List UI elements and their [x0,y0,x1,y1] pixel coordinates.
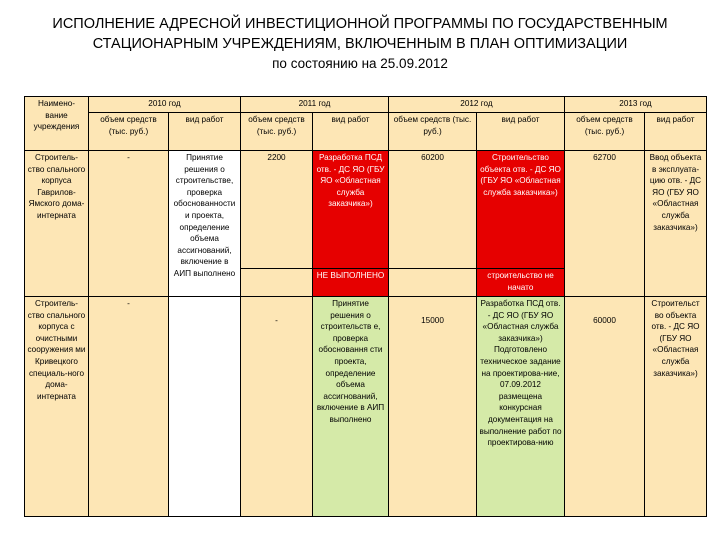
header-name: Наимено-вание учреждения [25,97,89,151]
row1-2012-volume: 60200 [389,151,477,269]
header-2013-volume: объем средств (тыс. руб.) [565,113,645,151]
row2-2010-work [169,297,241,517]
row2-2013-volume: 60000 [565,297,645,517]
table-row-2 [25,297,707,517]
row1-2013-work: Ввод объекта в эксплуата-цию отв. - ДС ЯО (ГБУ ЯО «Областная служба заказчика») [645,151,707,297]
header-year-2010: 2010 год [89,97,241,113]
row1-2011-status: НЕ ВЫПОЛНЕНО [313,269,389,297]
header-2012-work: вид работ [477,113,565,151]
header-2013-work: вид работ [645,113,707,151]
header-year-row [25,97,707,113]
row2-2011-volume: - [241,297,313,517]
header-sub-row [25,113,707,151]
row2-name: Строитель-ство спального корпуса с очистными сооружения ми Кривецкого специаль-ного дома-интерната [25,297,89,517]
header-2010-work: вид работ [169,113,241,151]
table-row-1 [25,151,707,269]
row2-2013-work: Строительст во объекта отв. - ДС ЯО (ГБУ ЯО «Областная служба заказчика») [645,297,707,517]
row2-2012-volume: 15000 [389,297,477,517]
header-year-2012: 2012 год [389,97,565,113]
row1-2010-work: Принятие решения о строительстве, проверка обоснованности и проекта, определение объема ассигнований, включение в АИП выполнено [169,151,241,297]
investment-table [24,96,707,517]
row1-2011-volume-extra [241,269,313,297]
row1-name: Строитель-ство спального корпуса Гаврилов-Ямского дома-интерната [25,151,89,297]
row1-2013-volume: 62700 [565,151,645,297]
header-2010-volume: объем средств (тыс. руб.) [89,113,169,151]
row2-2012-work: Разработка ПСД отв. - ДС ЯО (ГБУ ЯО «Областная служба заказчика») Подготовлено техническое задание на проектирова-ние, 07.09.2012 размещена конкурсная документация на выполнение работ по проектирова-нию [477,297,565,517]
row1-2011-volume: 2200 [241,151,313,269]
header-year-2013: 2013 год [565,97,707,113]
row2-2011-work: Принятие решения о строительств е, проверка обосновання сти проекта, определение объема ассигнований, включение в АИП выполнено [313,297,389,517]
row1-2011-work: Разработка ПСД отв. - ДС ЯО (ГБУ ЯО «Областная служба заказчика») [313,151,389,269]
header-year-2011: 2011 год [241,97,389,113]
header-2011-volume: объем средств (тыс. руб.) [241,113,313,151]
title-date: по состоянию на 25.09.2012 [272,56,448,71]
header-2012-volume: объем средств (тыс. руб.) [389,113,477,151]
title-line-2: СТАЦИОНАРНЫМ УЧРЕЖДЕНИЯМ, ВКЛЮЧЕННЫМ В ПЛАН ОПТИМИЗАЦИИ [92,36,628,52]
row2-2010-volume: - [89,297,169,517]
row1-2012-volume-extra [389,269,477,297]
row1-2012-status: строительство не начато [477,269,565,297]
title-line-1: ИСПОЛНЕНИЕ АДРЕСНОЙ ИНВЕСТИЦИОННОЙ ПРОГРАММЫ ПО ГОСУДАРСТВЕННЫМ [52,16,668,32]
row1-2012-work: Строительство объекта отв. - ДС ЯО (ГБУ ЯО «Областная служба заказчика») [477,151,565,269]
header-2011-work: вид работ [313,113,389,151]
row1-2010-volume: - [89,151,169,297]
document-title [0,14,720,74]
